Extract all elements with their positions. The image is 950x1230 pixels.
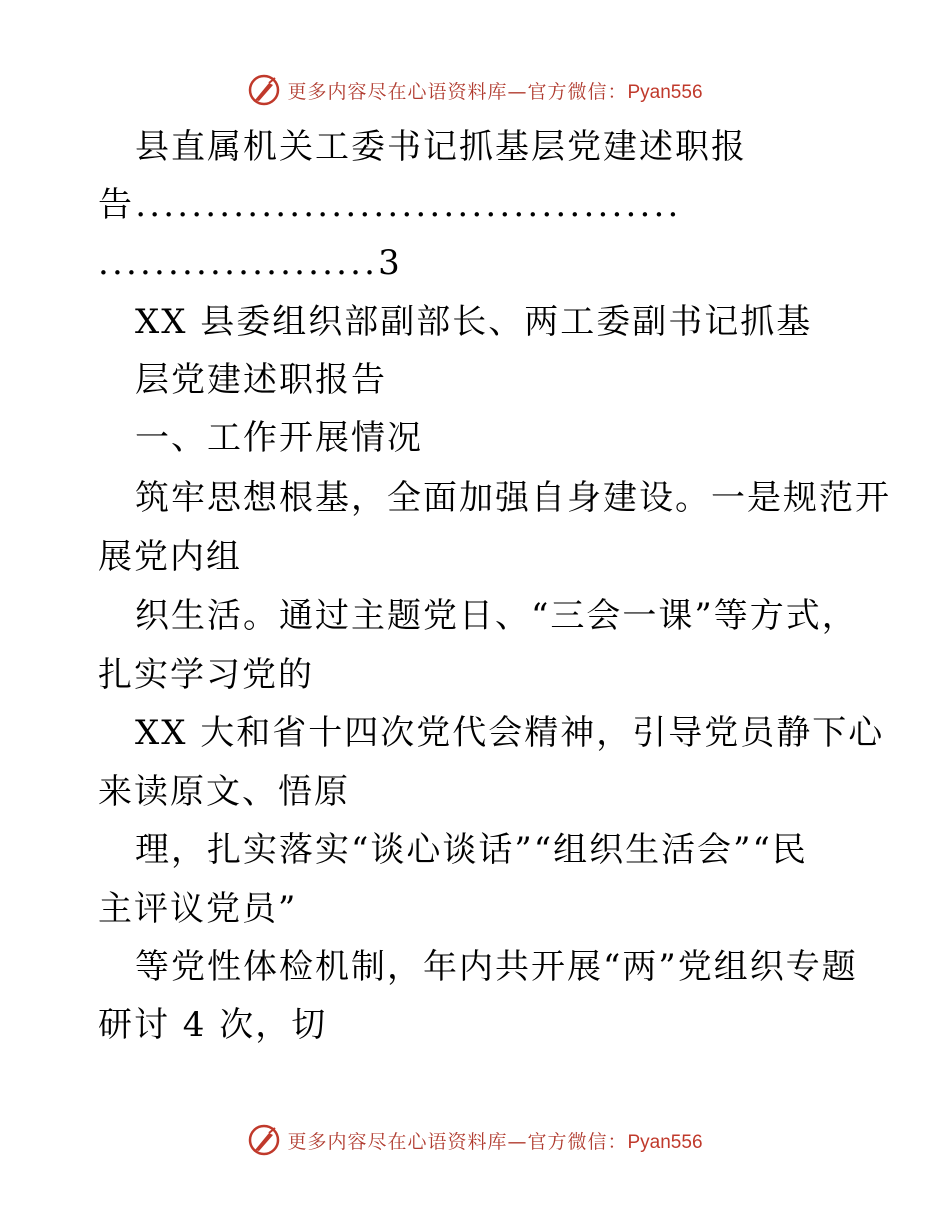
- watermark-group: [247, 1123, 702, 1157]
- footer-watermark: [0, 1120, 950, 1160]
- paragraph-line: 研讨 4 次，切: [98, 1005, 328, 1045]
- toc-entry-leader: 告.......................................: [98, 185, 682, 225]
- paragraph-line: XX 县委组织部副部长、两工委副书记抓基: [135, 302, 813, 342]
- paragraph-line: 筑牢思想根基，全面加强自身建设。一是规范开: [135, 478, 891, 518]
- paragraph-line: 展党内组: [98, 537, 242, 577]
- watermark-id: Pyan556: [627, 81, 703, 103]
- watermark-group: [247, 73, 702, 107]
- toc-page-number: 3: [378, 243, 402, 283]
- paragraph-line: 等党性体检机制，年内共开展“两”党组织专题: [135, 947, 858, 987]
- paragraph-line: 理，扎实落实“谈心谈话”“组织生活会”“民: [135, 830, 808, 870]
- paragraph-line: 层党建述职报告: [135, 360, 387, 400]
- paragraph-line: 织生活。通过主题党日、“三会一课”等方式，: [135, 596, 858, 636]
- paragraph-line: 来读原文、悟原: [98, 772, 350, 812]
- toc-entry-leader-2: ....................3: [98, 243, 402, 283]
- quill-logo-icon: [247, 73, 281, 107]
- section-heading: 一、工作开展情况: [135, 418, 423, 458]
- paragraph-line: XX 大和省十四次党代会精神，引导党员静下心: [135, 713, 885, 753]
- paragraph-line: 主评议党员”: [98, 889, 298, 929]
- paragraph-line: 扎实学习党的: [98, 655, 314, 695]
- toc-entry-title: 县直属机关工委书记抓基层党建述职报: [135, 127, 747, 167]
- header-watermark: [0, 70, 950, 110]
- watermark-id: Pyan556: [627, 1131, 703, 1153]
- watermark-text: 更多内容尽在心语资料库—官方微信：Pyan556: [287, 1130, 703, 1153]
- quill-logo-icon: [247, 1123, 281, 1157]
- watermark-text: 更多内容尽在心语资料库—官方微信：Pyan556: [287, 80, 703, 103]
